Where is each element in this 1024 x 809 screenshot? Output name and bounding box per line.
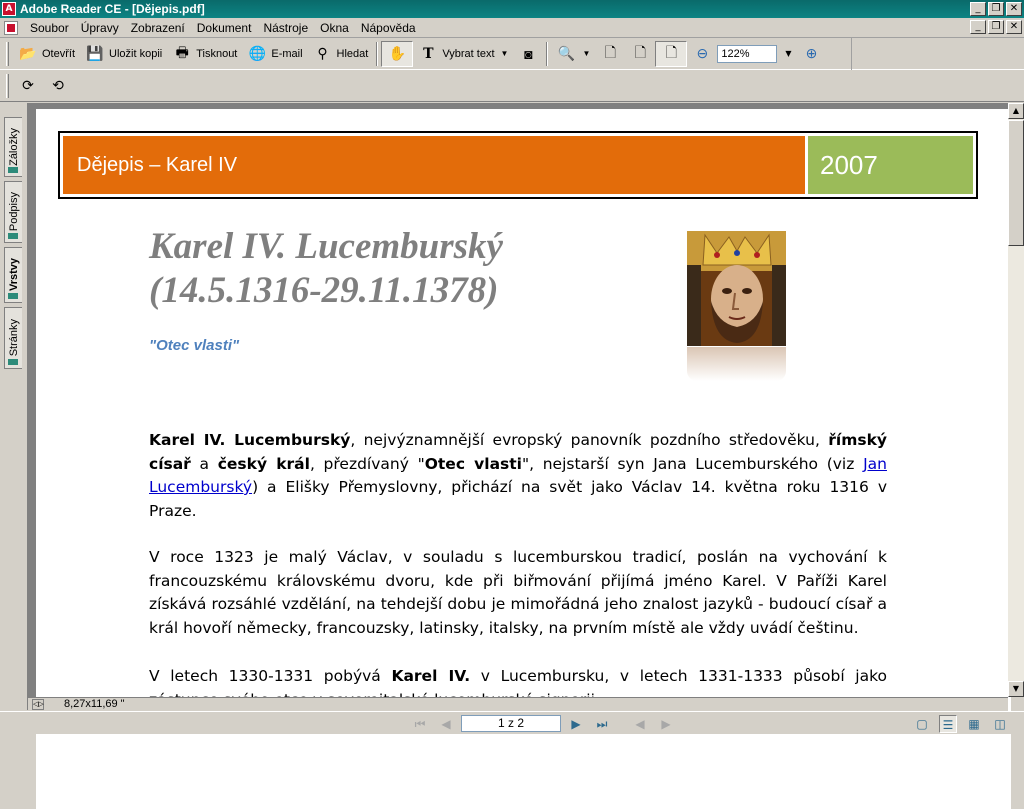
email-label: E-mail <box>271 47 303 60</box>
snapshot-button[interactable] <box>513 41 543 67</box>
portrait-image <box>687 231 786 346</box>
minimize-button[interactable]: _ <box>970 2 986 16</box>
tab-bookmarks[interactable] <box>4 117 22 177</box>
toolbar-separator <box>546 42 548 66</box>
rotate-view-button[interactable] <box>13 73 43 99</box>
menu-bar <box>0 18 1024 38</box>
tab-layers[interactable] <box>4 247 22 303</box>
title-line-name: Karel IV. Lucemburský <box>149 226 503 267</box>
hand-tool-button[interactable] <box>381 41 413 67</box>
printer-icon: 🖶 <box>175 43 189 60</box>
next-view-icon[interactable]: ▶ <box>661 717 671 731</box>
menu-zobrazeni[interactable]: Zobrazení <box>130 20 185 35</box>
save-copy-label: Uložit kopii <box>109 47 163 60</box>
page-fit-width-icon: 🗋 <box>665 43 677 60</box>
document-subtitle: "Otec vlasti" <box>149 337 240 354</box>
minus-circle-icon: ⊖ <box>696 45 709 61</box>
text-run: ", nejstarší syn Jana Lucemburského (viz <box>521 454 864 473</box>
banner-year: 2007 <box>808 136 973 194</box>
zoom-tool-button[interactable] <box>551 41 595 67</box>
paragraph-2: V roce 1323 je malý Václav, v souladu s lucemburskou tradicí, poslán na vychování k francouzskému královskému dvoru, kde při biřmování přijímá jméno Karel. V Paříži Karel získává rozsáhlé vzdělání, na tehdejší dobu je mimořádná jeho znalost jazyků - budoucí císař a král hovoří německy, francouzsky, latinsky, italsky, na prvním místě ale vždy uvádí češtinu. <box>149 548 887 637</box>
portrait-reflection <box>687 347 786 381</box>
search-button[interactable] <box>308 41 374 67</box>
last-page-icon[interactable]: ⏭ <box>596 717 608 731</box>
menu-soubor[interactable]: Soubor <box>30 20 69 35</box>
zoom-dropdown-chevron-icon[interactable]: ▼ <box>785 49 792 58</box>
text-run: , nejvýznamnější evropský panovník pozdního středověku, <box>350 431 829 449</box>
print-button[interactable] <box>167 41 242 67</box>
menu-okna[interactable]: Okna <box>320 20 349 35</box>
previous-view-icon[interactable]: ◀ <box>635 717 645 731</box>
tab-signatures[interactable] <box>4 181 22 243</box>
open-button[interactable] <box>13 41 80 67</box>
search-label: Hledat <box>336 47 369 60</box>
toolbar-end-divider <box>851 38 852 70</box>
page-size-readout: 8,27x11,69 " <box>64 698 125 710</box>
folder-open-icon: 📂 <box>19 45 37 61</box>
chevron-down-icon[interactable]: ▼ <box>500 49 509 58</box>
menu-napoveda[interactable]: Nápověda <box>360 20 416 35</box>
page-size-icon: ◁▷ <box>33 700 44 708</box>
text-bold: český král <box>217 454 310 473</box>
text-bold: Karel IV. Lucemburský <box>149 431 351 449</box>
zoom-in-magnifier-icon: 🔍 <box>557 45 576 61</box>
email-globe-icon: 🌐 <box>248 45 267 61</box>
facing-view-icon[interactable]: ▦ <box>968 717 980 731</box>
scroll-down-arrow-icon[interactable]: ▼ <box>1008 681 1024 697</box>
doc-minimize-button[interactable]: _ <box>970 20 986 34</box>
text-run: v Lucembursku, v letech 1331-1333 působí jako <box>480 667 887 685</box>
menu-dokument[interactable]: Dokument <box>196 20 252 35</box>
portrait-illustration <box>687 231 786 346</box>
text-bold: Otec vlasti <box>424 454 522 473</box>
document-view[interactable] <box>28 103 1008 697</box>
doc-restore-button[interactable]: ❐ <box>988 20 1004 34</box>
camera-icon: ◙ <box>524 45 533 62</box>
actual-size-button[interactable] <box>595 41 625 67</box>
page-fit-icon: 🗋 <box>634 43 646 60</box>
status-bar <box>0 711 1024 734</box>
text-select-icon: T <box>423 45 434 62</box>
secondary-toolbar <box>0 70 1024 102</box>
title-bar <box>0 0 1024 18</box>
save-copy-button[interactable] <box>80 41 167 67</box>
text-bold: římský císař <box>149 431 887 473</box>
tab-signatures-label: Podpisy <box>7 192 20 232</box>
adobe-reader-icon: A <box>2 2 16 16</box>
fit-page-button[interactable] <box>625 41 655 67</box>
text-run: V letech 1330-1331 pobývá <box>149 667 392 685</box>
title-line-dates: (14.5.1316-29.11.1378) <box>149 270 499 311</box>
text-run: ) a Elišky Přemyslovny, přichází na svět jako Václav 14. května roku 1316 v Praze. <box>149 478 887 520</box>
text-bold: Karel IV. <box>391 667 471 685</box>
tab-layers-label: Vrstvy <box>7 258 20 292</box>
rotate-page-ccw-icon: ⟲ <box>52 77 64 93</box>
document-menu-icon[interactable] <box>4 21 18 35</box>
next-page-icon[interactable]: ▶ <box>571 717 581 731</box>
scroll-thumb[interactable] <box>1008 120 1024 246</box>
close-button[interactable]: ✕ <box>1006 2 1022 16</box>
vertical-scrollbar[interactable] <box>1008 103 1024 697</box>
link-jan-lucembursky[interactable]: Jan Lucemburský <box>149 454 887 496</box>
email-button[interactable] <box>242 41 307 67</box>
hand-icon: ✋ <box>388 45 407 61</box>
plus-circle-icon: ⊕ <box>805 45 818 61</box>
restore-button[interactable]: ❐ <box>988 2 1004 16</box>
fit-width-button[interactable] <box>655 41 687 67</box>
horizontal-scrollbar[interactable] <box>28 697 1008 711</box>
text-run: , přezdívaný " <box>309 454 425 473</box>
page-number-input[interactable]: 1 z 2 <box>461 715 561 732</box>
scroll-up-arrow-icon[interactable]: ▲ <box>1008 103 1024 119</box>
main-toolbar <box>0 38 1024 70</box>
previous-page-icon[interactable]: ◀ <box>441 717 451 731</box>
menu-upravy[interactable]: Úpravy <box>80 20 119 35</box>
header-banner <box>58 131 978 199</box>
open-label: Otevřít <box>42 47 76 60</box>
zoom-out-button[interactable] <box>687 41 717 67</box>
floppy-disk-icon: 💾 <box>86 45 104 61</box>
print-label: Tisknout <box>196 47 238 60</box>
chevron-down-icon[interactable]: ▼ <box>582 49 591 58</box>
continuous-facing-view-icon[interactable]: ◫ <box>994 717 1006 731</box>
page-actual-size-icon: 🗋 <box>604 43 616 60</box>
rotate-ccw-button[interactable] <box>43 73 73 99</box>
first-page-icon[interactable]: ⏮ <box>414 717 426 731</box>
tab-pages[interactable] <box>4 307 22 369</box>
select-text-button[interactable] <box>413 41 513 67</box>
toolbar-separator <box>376 42 378 66</box>
select-text-label: Vybrat text <box>442 47 495 60</box>
zoom-input[interactable] <box>717 45 777 63</box>
window-title: Adobe Reader CE - [Dějepis.pdf] <box>20 2 205 16</box>
doc-close-button[interactable]: ✕ <box>1006 20 1022 34</box>
tab-pages-label: Stránky <box>7 319 20 357</box>
continuous-view-icon[interactable]: ☰ <box>939 715 957 733</box>
navigation-panel <box>0 103 28 710</box>
banner-title: Dějepis – Karel IV <box>63 136 805 194</box>
binoculars-icon: ⚲ <box>317 45 328 61</box>
text-run: a <box>190 454 218 473</box>
document-title <box>149 225 569 313</box>
menu-nastroje[interactable]: Nástroje <box>263 20 309 35</box>
toolbar-grip[interactable] <box>6 42 9 66</box>
tab-bookmarks-label: Záložky <box>7 128 20 166</box>
single-page-view-icon[interactable]: ▢ <box>916 717 928 731</box>
toolbar-grip[interactable] <box>6 74 9 98</box>
zoom-in-button[interactable] <box>800 41 824 67</box>
rotate-page-icon: ⟳ <box>22 77 34 93</box>
paragraph-1 <box>149 429 887 523</box>
